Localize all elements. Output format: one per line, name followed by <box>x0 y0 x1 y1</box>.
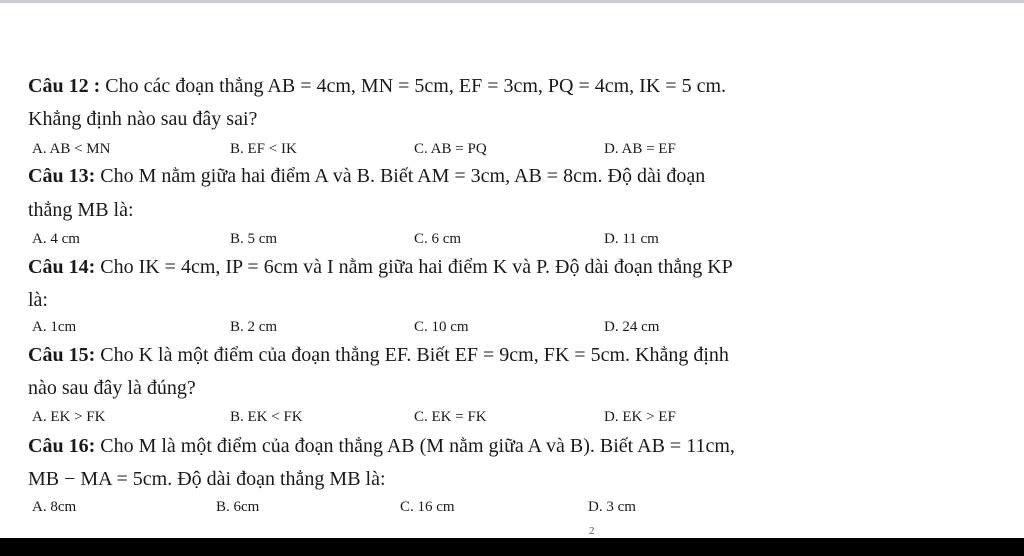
question-16-option-c[interactable]: C. 16 cm <box>400 499 455 515</box>
question-12-line-2 <box>28 107 1003 132</box>
question-14-number: Câu 14: <box>28 256 96 278</box>
question-16-option-a[interactable]: A. 8cm <box>32 499 77 515</box>
question-12-options <box>32 138 932 160</box>
question-12-option-d[interactable]: D. AB = EF <box>604 141 676 157</box>
question-16-option-b[interactable]: B. 6cm <box>216 499 260 515</box>
question-13-number: Câu 13: <box>28 165 96 187</box>
question-13-text-2: thẳng MB là: <box>28 199 134 221</box>
question-16-text-2: MB − MA = 5cm. Độ dài đoạn thẳng MB là: <box>28 468 386 490</box>
question-14-options <box>32 316 932 338</box>
question-13-options <box>32 228 932 250</box>
page-number: 2 <box>589 525 595 537</box>
question-16-number: Câu 16: <box>28 435 96 457</box>
question-14-text-1: Cho IK = 4cm, IP = 6cm và I nằm giữa hai điểm K và P. Độ dài đoạn thẳng KP <box>100 256 733 278</box>
question-16-line-2 <box>28 467 1003 492</box>
question-12-line-1 <box>28 74 1003 99</box>
question-15-option-b[interactable]: B. EK < FK <box>230 409 303 425</box>
question-12-option-a[interactable]: A. AB < MN <box>32 141 111 157</box>
question-14-line-1 <box>28 255 1003 280</box>
bottom-black-bar <box>0 538 1024 556</box>
question-15-line-2 <box>28 376 1003 401</box>
question-12-option-b[interactable]: B. EF < IK <box>230 141 297 157</box>
question-15-text-1: Cho K là một điểm của đoạn thẳng EF. Biết EF = 9cm, FK = 5cm. Khẳng định <box>100 344 729 366</box>
question-15-option-d[interactable]: D. EK > EF <box>604 409 676 425</box>
question-15-option-a[interactable]: A. EK > FK <box>32 409 106 425</box>
question-12-text-1: Cho các đoạn thẳng AB = 4cm, MN = 5cm, EF = 3cm, PQ = 4cm, IK = 5 cm. <box>105 75 726 97</box>
question-16-option-d[interactable]: D. 3 cm <box>588 499 636 515</box>
question-14-option-c[interactable]: C. 10 cm <box>414 319 469 335</box>
question-13-option-a[interactable]: A. 4 cm <box>32 231 80 247</box>
question-13-option-b[interactable]: B. 5 cm <box>230 231 278 247</box>
question-13-line-2 <box>28 198 1003 223</box>
question-14-text-2: là: <box>28 289 48 311</box>
question-16-options <box>32 496 932 518</box>
question-13-option-c[interactable]: C. 6 cm <box>414 231 462 247</box>
question-14-line-2 <box>28 288 1003 313</box>
question-14-option-b[interactable]: B. 2 cm <box>230 319 278 335</box>
question-12-number: Câu 12 : <box>28 75 101 97</box>
question-16-text-1: Cho M là một điểm của đoạn thẳng AB (M nằm giữa A và B). Biết AB = 11cm, <box>100 435 735 457</box>
question-15-line-1 <box>28 343 1003 368</box>
question-12-text-2: Khẳng định nào sau đây sai? <box>28 108 258 130</box>
question-13-line-1 <box>28 164 1003 189</box>
question-13-text-1: Cho M nằm giữa hai điểm A và B. Biết AM = 3cm, AB = 8cm. Độ dài đoạn <box>100 165 706 187</box>
question-16-line-1 <box>28 434 1003 459</box>
question-15-text-2: nào sau đây là đúng? <box>28 377 196 399</box>
question-14-option-a[interactable]: A. 1cm <box>32 319 77 335</box>
question-15-number: Câu 15: <box>28 344 96 366</box>
question-15-options <box>32 406 932 428</box>
question-14-option-d[interactable]: D. 24 cm <box>604 319 660 335</box>
question-12-option-c[interactable]: C. AB = PQ <box>414 141 487 157</box>
question-13-option-d[interactable]: D. 11 cm <box>604 231 659 247</box>
question-15-option-c[interactable]: C. EK = FK <box>414 409 487 425</box>
